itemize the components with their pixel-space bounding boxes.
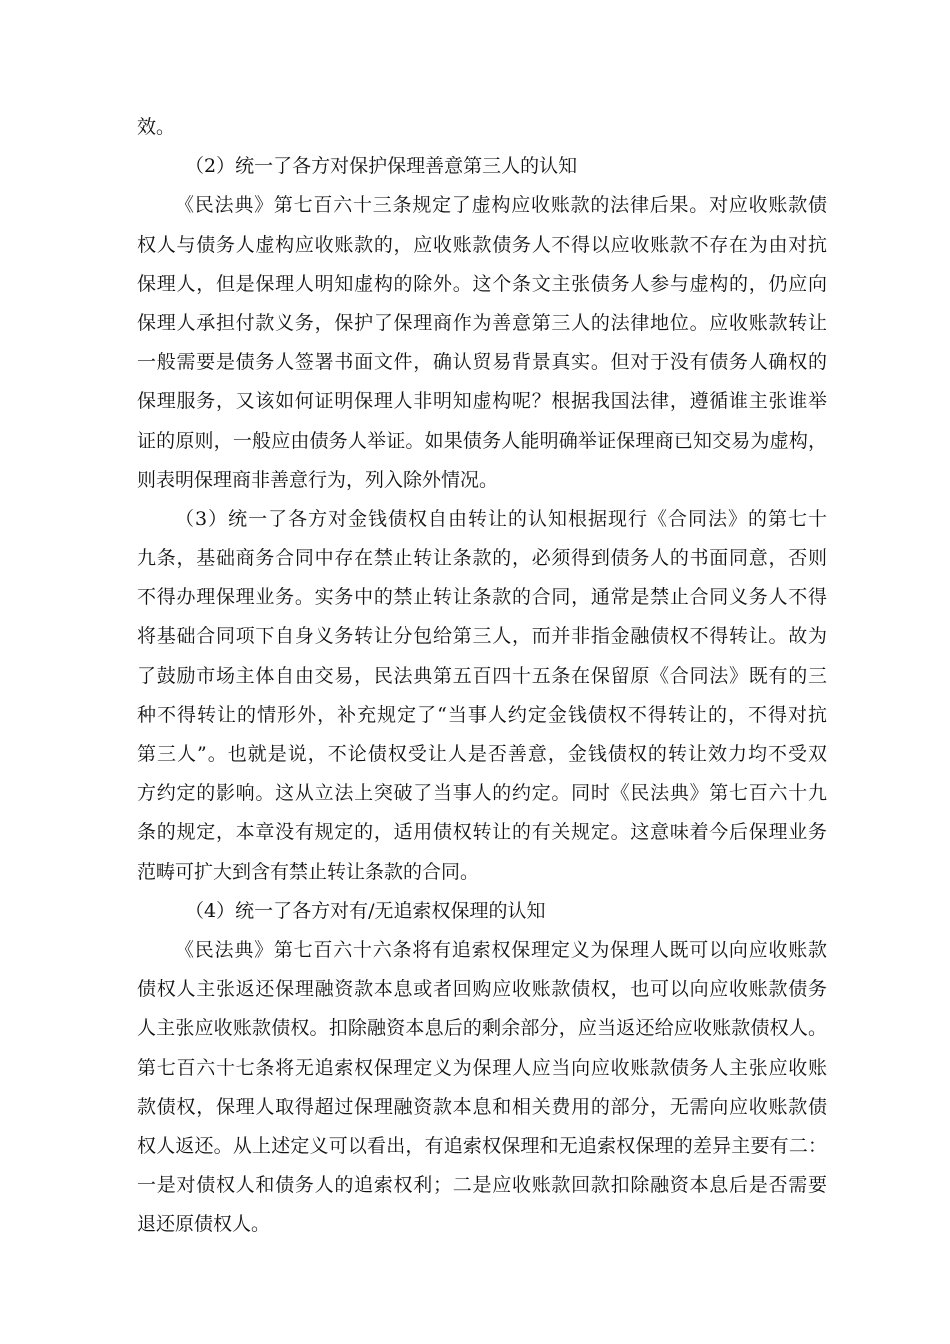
text-line: 保理人承担付款义务，保护了保理商作为善意第三人的法律地位。应收账款转让: [137, 311, 827, 334]
text-line: 不得办理保理业务。实务中的禁止转让条款的合同，通常是禁止合同义务人不得: [137, 586, 827, 609]
section-heading: （3）统一了各方对金钱债权自由转让的认知根据现行《合同法》的第七十: [175, 507, 827, 530]
text-line: 权人与债务人虚构应收账款的，应收账款债务人不得以应收账款不存在为由对抗: [137, 233, 827, 256]
text-line: 九条，基础商务合同中存在禁止转让条款的，必须得到债务人的书面同意，否则: [137, 547, 827, 570]
text-line: 方约定的影响。这从立法上突破了当事人的约定。同时《民法典》第七百六十九: [137, 782, 827, 805]
text-line: 人主张应收账款债权。扣除融资本息后的剩余部分，应当返还给应收账款债权人。: [137, 1017, 827, 1040]
text-line: 证的原则，一般应由债务人举证。如果债务人能明确举证保理商已知交易为虚构，: [137, 429, 827, 452]
document-body: [137, 108, 827, 1244]
text-line: 《民法典》第七百六十三条规定了虚构应收账款的法律后果。对应收账款债: [175, 194, 827, 217]
text-line: 保理人，但是保理人明知虚构的除外。这个条文主张债务人参与虚构的，仍应向: [137, 272, 827, 295]
text-line: 第七百六十七条将无追索权保理定义为保理人应当向应收账款债务人主张应收账: [137, 1056, 827, 1079]
text-line: 保理服务，又该如何证明保理人非明知虚构呢？根据我国法律，遵循谁主张谁举: [137, 390, 827, 413]
text-line: 第三人”。也就是说，不论债权受让人是否善意，金钱债权的转让效力均不受双: [137, 743, 827, 765]
text-line: 款债权，保理人取得超过保理融资款本息和相关费用的部分，无需向应收账款债: [137, 1095, 827, 1118]
text-line: 一般需要是债务人签署书面文件，确认贸易背景真实。但对于没有债务人确权的: [137, 351, 827, 374]
text-line: 效。: [137, 116, 176, 138]
text-line: 条的规定，本章没有规定的，适用债权转让的有关规定。这意味着今后保理业务: [137, 821, 827, 844]
text-line: 一是对债权人和债务人的追索权利；二是应收账款回款扣除融资本息后是否需要: [137, 1174, 827, 1197]
text-line: 债权人主张返还保理融资款本息或者回购应收账款债权，也可以向应收账款债务: [137, 978, 827, 1001]
text-line: 种不得转让的情形外，补充规定了“当事人约定金钱债权不得转让的，不得对抗: [137, 703, 827, 726]
section-heading: （2）统一了各方对保护保理善意第三人的认知: [185, 155, 578, 178]
text-line: 了鼓励市场主体自由交易，民法典第五百四十五条在保留原《合同法》既有的三: [137, 664, 827, 687]
section-heading: （4）统一了各方对有/无追索权保理的认知: [185, 899, 546, 922]
text-line: 将基础合同项下自身义务转让分包给第三人，而并非指金融债权不得转让。故为: [137, 625, 827, 648]
text-line: 范畴可扩大到含有禁止转让条款的合同。: [137, 860, 480, 883]
text-line: 则表明保理商非善意行为，列入除外情况。: [137, 468, 499, 491]
text-line: 《民法典》第七百六十六条将有追索权保理定义为保理人既可以向应收账款: [175, 938, 827, 961]
text-line: 退还原债权人。: [137, 1213, 271, 1236]
text-line: 权人返还。从上述定义可以看出，有追索权保理和无追索权保理的差异主要有二：: [137, 1134, 827, 1157]
